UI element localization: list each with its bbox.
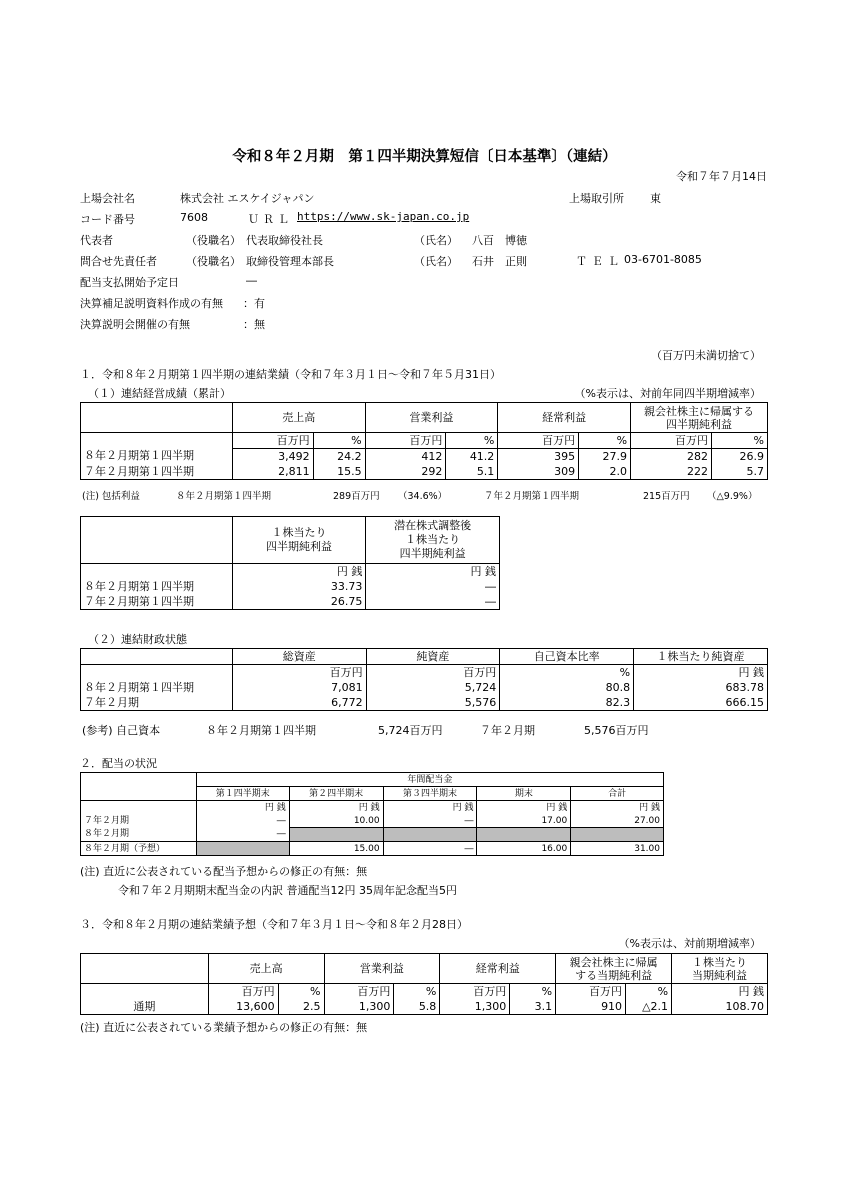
row-label: ８年２月期第１四半期	[81, 680, 233, 695]
table-cell: 16.00	[477, 842, 571, 856]
dividend-start-label: 配当支払開始予定日	[80, 276, 179, 289]
table-cell: 17.00	[477, 814, 571, 828]
code-label: コード番号	[80, 213, 135, 226]
supp-value: ：有	[243, 297, 265, 310]
dividend-table	[80, 772, 664, 856]
comp-note-period2: ７年２月期第１四半期	[484, 491, 580, 502]
table-cell: 5.7	[711, 464, 767, 480]
comp-note-pct2: （△9.9%）	[707, 491, 758, 502]
unit-cell: %	[278, 984, 324, 1000]
table-cell: 82.3	[500, 695, 634, 711]
shaded-cell	[383, 828, 477, 842]
unit-blank	[81, 801, 197, 815]
unit-cell: 百万円	[208, 984, 278, 1000]
unit-cell: 百万円	[498, 433, 579, 449]
table-cell: ―	[383, 842, 477, 856]
col-diluted-line3: 四半期純利益	[399, 547, 466, 560]
table-cell: ―	[196, 828, 289, 842]
table-cell: 1,300	[440, 999, 510, 1015]
unit-cell: %	[579, 433, 631, 449]
sec1-sub2: （２）連結財政状態	[88, 633, 187, 646]
col-diluted-line2: １株当たり	[405, 533, 461, 546]
col-operating-income: 営業利益	[324, 954, 440, 984]
row-label: ７年２月期	[81, 695, 233, 711]
table-cell: 13,600	[208, 999, 278, 1015]
unit-blank	[81, 564, 233, 580]
table-cell: 27.9	[579, 449, 631, 465]
table-cell: 395	[498, 449, 579, 465]
dividend-note2: 令和７年２月期期末配当金の内訳 普通配当12円 35周年記念配当5円	[118, 884, 457, 897]
sec1-pct-note: （%表示は、対前年同四半期増減率）	[574, 387, 761, 400]
col-year-end: 期末	[477, 787, 571, 801]
dividend-start: ―	[246, 274, 257, 287]
shaded-cell	[289, 828, 383, 842]
col-sales: 売上高	[208, 954, 324, 984]
table-cell: 3,492	[232, 449, 313, 465]
col-q3-end: 第３四半期末	[383, 787, 477, 801]
table-cell: 27.00	[571, 814, 664, 828]
shaded-cell	[196, 842, 289, 856]
table-cell: △2.1	[626, 999, 672, 1015]
header-blank	[81, 773, 197, 801]
col-operating-income: 営業利益	[365, 403, 498, 433]
page-title: 令和８年２月期 第１四半期決算短信〔日本基準〕（連結）	[232, 149, 617, 165]
unit-note: （百万円未満切捨て）	[651, 349, 761, 362]
col-net-income	[631, 403, 768, 433]
unit-cell: %	[510, 984, 556, 1000]
rep-title: 代表取締役社長	[246, 234, 323, 247]
listed-name-label: 上場会社名	[80, 192, 135, 205]
table-cell: 26.9	[711, 449, 767, 465]
header-blank	[81, 403, 233, 433]
unit-cell: 円 銭	[634, 665, 768, 681]
exchange-label: 上場取引所	[569, 192, 624, 205]
sec1-sub1: （１）連結経営成績（累計）	[88, 387, 231, 400]
col-sales: 売上高	[232, 403, 365, 433]
company-url-link[interactable]: https://www.sk-japan.co.jp	[297, 210, 470, 223]
unit-blank	[81, 984, 209, 1000]
shaded-cell	[477, 828, 571, 842]
eps-table	[80, 516, 500, 610]
unit-cell: %	[711, 433, 767, 449]
table-cell: 80.8	[500, 680, 634, 695]
unit-cell: 百万円	[232, 665, 366, 681]
col-net-assets: 純資産	[366, 649, 500, 665]
rep-name: 八百 博徳	[472, 234, 527, 247]
exchange: 東	[650, 192, 661, 205]
table-cell: 26.75	[232, 594, 366, 610]
contact-title-label: （役職名）	[186, 255, 241, 268]
unit-cell: 円 銭	[672, 984, 768, 1000]
tel-number: 03-6701-8085	[624, 253, 702, 266]
contact-name: 石井 正則	[472, 255, 527, 268]
rep-title-label: （役職名）	[186, 234, 241, 247]
contact-label: 問合せ先責任者	[80, 255, 157, 268]
col-total: 合計	[571, 787, 664, 801]
col-net-income-line1: 親会社株主に帰属	[569, 955, 658, 969]
unit-cell: %	[394, 984, 440, 1000]
ref-note-period1: ８年２月期第１四半期	[206, 724, 316, 737]
ref-note-period2: ７年２月期	[480, 724, 535, 737]
unit-cell: 百万円	[556, 984, 626, 1000]
table-cell: 5.1	[446, 464, 498, 480]
table-cell: 31.00	[571, 842, 664, 856]
supp-label: 決算補足説明資料作成の有無	[80, 297, 223, 310]
table-cell: 910	[556, 999, 626, 1015]
table-cell: ―	[383, 814, 477, 828]
unit-cell: %	[446, 433, 498, 449]
col-eps	[232, 517, 366, 564]
row-label: ７年２月期第１四半期	[81, 594, 233, 610]
col-net-income-line2: する当期純利益	[575, 968, 653, 982]
table-cell: 33.73	[232, 579, 366, 594]
comp-note-pct1: （34.6%）	[398, 491, 448, 502]
header-blank	[81, 649, 233, 665]
table-cell: 222	[631, 464, 712, 480]
unit-cell: %	[500, 665, 634, 681]
comp-note-label: (注) 包括利益	[82, 491, 140, 502]
col-q1-end: 第１四半期末	[196, 787, 289, 801]
row-label: 通期	[81, 999, 209, 1015]
table-cell: 2.0	[579, 464, 631, 480]
unit-cell: 円 銭	[232, 564, 366, 580]
col-q2-end: 第２四半期末	[289, 787, 383, 801]
table-cell: 41.2	[446, 449, 498, 465]
sec2-heading: ２．配当の状況	[80, 757, 157, 770]
comp-note-value1: 289百万円	[333, 491, 380, 502]
unit-cell: 円 銭	[571, 801, 664, 815]
listed-name: 株式会社 エスケイジャパン	[180, 192, 315, 205]
unit-cell: %	[626, 984, 672, 1000]
unit-blank	[81, 665, 233, 681]
url-label: ＵＲＬ	[248, 213, 293, 226]
table-cell: 5,724	[366, 680, 500, 695]
table-cell: 15.5	[313, 464, 365, 480]
unit-cell: 百万円	[232, 433, 313, 449]
operating-results-table	[80, 402, 768, 480]
table-cell: 7,081	[232, 680, 366, 695]
sec1-heading: １．令和８年２月期第１四半期の連結業績（令和７年３月１日～令和７年５月31日）	[80, 368, 501, 381]
table-cell: 292	[365, 464, 446, 480]
row-label: ７年２月期	[81, 814, 197, 828]
rep-label: 代表者	[80, 234, 113, 247]
shaded-cell	[571, 828, 664, 842]
col-eps	[672, 954, 768, 984]
contact-name-label: （氏名）	[414, 255, 458, 268]
row-label: ８年２月期（予想）	[81, 842, 197, 856]
unit-blank	[81, 433, 233, 449]
col-equity-ratio: 自己資本比率	[500, 649, 634, 665]
tel-label: ＴＥＬ	[576, 255, 624, 268]
col-eps-line1: １株当たり	[271, 526, 327, 539]
row-label: ８年２月期	[81, 828, 197, 842]
table-cell: 5,576	[366, 695, 500, 711]
dividend-note1: (注) 直近に公表されている配当予想からの修正の有無：無	[80, 865, 368, 878]
col-net-income-line1: 親会社株主に帰属する	[644, 404, 755, 418]
contact-title: 取締役管理本部長	[246, 255, 334, 268]
table-cell: 15.00	[289, 842, 383, 856]
unit-cell: 百万円	[366, 665, 500, 681]
table-cell: 412	[365, 449, 446, 465]
comp-note-value2: 215百万円	[643, 491, 690, 502]
col-diluted-eps	[366, 517, 500, 564]
table-cell: 5.8	[394, 999, 440, 1015]
col-ordinary-income: 経常利益	[440, 954, 556, 984]
table-cell: 309	[498, 464, 579, 480]
forecast-note: (注) 直近に公表されている業績予想からの修正の有無：無	[80, 1021, 368, 1034]
unit-cell: 百万円	[365, 433, 446, 449]
row-label: ８年２月期第１四半期	[81, 449, 233, 465]
unit-cell: 百万円	[631, 433, 712, 449]
report-date: 令和７年７月14日	[676, 170, 767, 183]
unit-cell: 円 銭	[289, 801, 383, 815]
table-cell: 1,300	[324, 999, 394, 1015]
sec3-heading: ３．令和８年２月期の連結業績予想（令和７年３月１日～令和８年２月28日）	[80, 918, 468, 931]
rep-name-label: （氏名）	[414, 234, 458, 247]
stock-code: 7608	[180, 211, 208, 224]
table-cell: 2,811	[232, 464, 313, 480]
unit-cell: 百万円	[324, 984, 394, 1000]
col-net-income-line2: 四半期純利益	[666, 417, 733, 431]
unit-cell: 円 銭	[383, 801, 477, 815]
col-ordinary-income: 経常利益	[498, 403, 631, 433]
table-cell: 6,772	[232, 695, 366, 711]
table-cell: ―	[366, 579, 500, 594]
briefing-label: 決算説明会開催の有無	[80, 318, 190, 331]
col-eps-line2: 当期純利益	[692, 968, 748, 982]
col-diluted-line1: 潜在株式調整後	[394, 519, 472, 532]
financial-position-table	[80, 648, 768, 711]
table-cell: 282	[631, 449, 712, 465]
table-cell: 10.00	[289, 814, 383, 828]
table-cell: 3.1	[510, 999, 556, 1015]
unit-cell: %	[313, 433, 365, 449]
unit-cell: 円 銭	[477, 801, 571, 815]
header-blank	[81, 517, 233, 564]
col-eps-line2: 四半期純利益	[266, 540, 333, 553]
row-label: ８年２月期第１四半期	[81, 579, 233, 594]
comp-note-period1: ８年２月期第１四半期	[176, 491, 272, 502]
annual-dividend-header: 年間配当金	[196, 773, 663, 787]
table-cell: 24.2	[313, 449, 365, 465]
table-cell: ―	[196, 814, 289, 828]
unit-cell: 百万円	[440, 984, 510, 1000]
col-bps: １株当たり純資産	[634, 649, 768, 665]
col-total-assets: 総資産	[232, 649, 366, 665]
table-cell: 2.5	[278, 999, 324, 1015]
col-eps-line1: １株当たり	[692, 955, 748, 969]
table-cell: 108.70	[672, 999, 768, 1015]
table-cell: 666.15	[634, 695, 768, 711]
briefing-value: ：無	[243, 318, 265, 331]
ref-note-value2: 5,576百万円	[584, 724, 649, 737]
ref-note-label: (参考) 自己資本	[82, 724, 161, 737]
unit-cell: 円 銭	[366, 564, 500, 580]
col-net-income	[556, 954, 672, 984]
table-cell: ―	[366, 594, 500, 610]
row-label: ７年２月期第１四半期	[81, 464, 233, 480]
unit-cell: 円 銭	[196, 801, 289, 815]
header-blank	[81, 954, 209, 984]
forecast-table	[80, 953, 768, 1015]
sec3-pct-note: （%表示は、対前期増減率）	[618, 937, 761, 950]
table-cell: 683.78	[634, 680, 768, 695]
ref-note-value1: 5,724百万円	[378, 724, 443, 737]
